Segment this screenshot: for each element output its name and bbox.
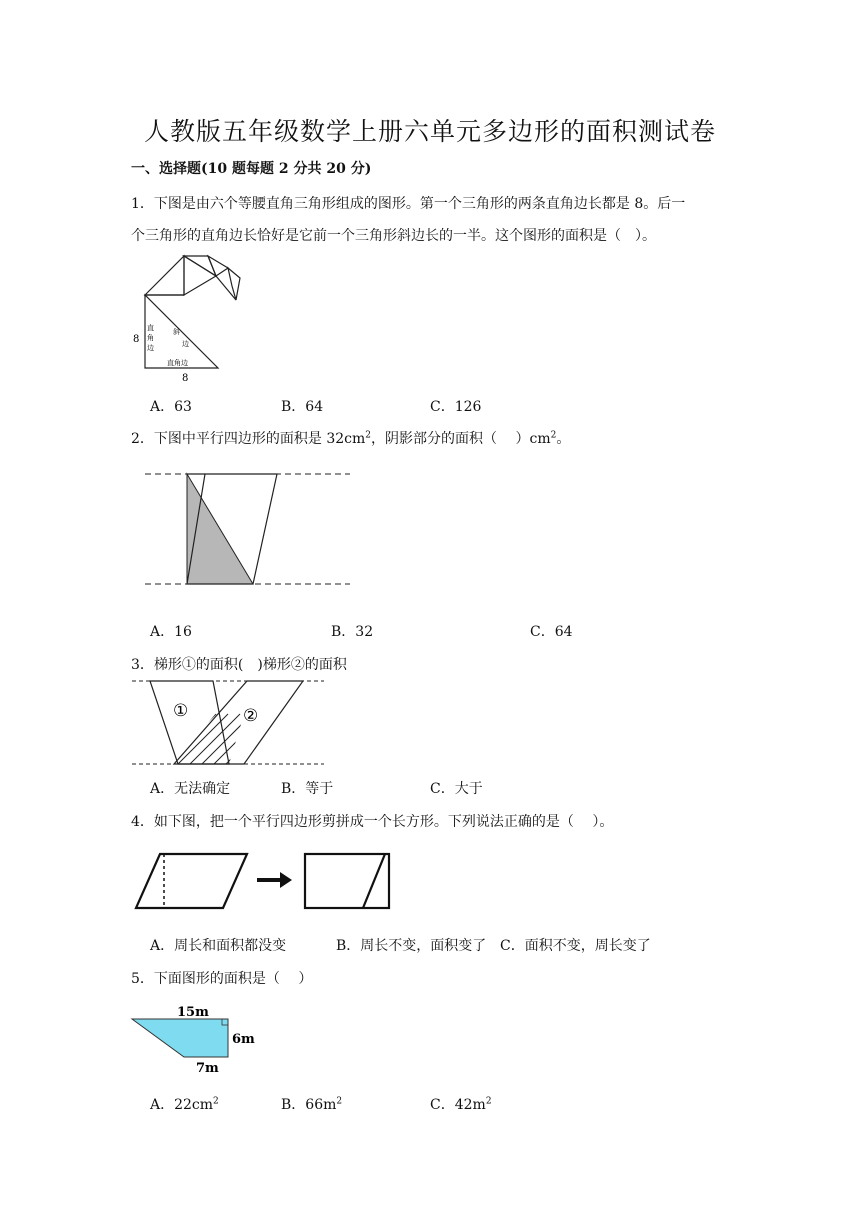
q3-label-1: ① <box>173 701 189 721</box>
q3-trapezoid-2 <box>174 681 303 764</box>
q4-parallelogram <box>136 854 247 908</box>
q2-figure <box>140 465 360 595</box>
q1-triangle-3 <box>184 256 216 295</box>
q1-label-bottom-num: 8 <box>182 373 189 384</box>
q1-triangle-1 <box>145 295 218 368</box>
page-title: 人教版五年级数学上册六单元多边形的面积测试卷 <box>143 117 716 146</box>
q4-option-b: B．周长不变，面积变了 <box>336 938 487 954</box>
q4-figure <box>130 850 395 912</box>
q1-label-left-text-3: 边 <box>147 344 154 352</box>
q3-option-b: B．等于 <box>281 781 334 797</box>
q1-label-left-num: 8 <box>133 334 140 345</box>
q5-label-top: 15m <box>177 1005 209 1020</box>
q5-label-bottom: 7m <box>196 1061 219 1076</box>
q4-text: 4．如下图，把一个平行四边形剪拼成一个长方形。下列说法正确的是（ ）。 <box>131 814 614 830</box>
q4-option-a: A．周长和面积都没变 <box>150 938 287 954</box>
q5-trapezoid <box>132 1019 228 1057</box>
q3-label-2: ② <box>243 706 259 726</box>
q4-arrow-icon <box>257 872 292 888</box>
q1-option-c: C．126 <box>430 399 482 415</box>
section-heading: 一、选择题(10 题每题 2 分共 20 分) <box>131 161 372 177</box>
q4-option-c: C．面积不变，周长变了 <box>500 938 651 954</box>
q5-text: 5．下面图形的面积是（ ） <box>131 971 313 987</box>
q2-text: 2．下图中平行四边形的面积是 $32cm^2$，阴影部分的面积（ ）$cm^2$。 <box>131 430 571 447</box>
q1-triangle-4 <box>184 256 216 276</box>
q3-trapezoid-1 <box>150 681 229 764</box>
q5-label-right: 6m <box>232 1032 255 1047</box>
q2-shaded-triangle <box>187 474 253 584</box>
q1-label-left-text-2: 角 <box>147 334 154 342</box>
q2-option-b: B．32 <box>331 624 374 640</box>
q1-label-hyp-2: 边 <box>182 340 189 348</box>
q1-option-b: B．64 <box>281 399 324 415</box>
q5-figure <box>128 1000 263 1080</box>
q4-rectangle <box>305 854 389 908</box>
q1-label-left-text-1: 直 <box>147 324 154 332</box>
q3-option-c: C．大于 <box>430 781 483 797</box>
q3-figure <box>128 676 328 771</box>
q5-option-b: B．$66m^2$ <box>281 1096 343 1113</box>
q1-triangle-6 <box>228 268 240 300</box>
q3-text: 3．梯形①的面积( )梯形②的面积 <box>131 657 347 673</box>
q1-text-line1: 1．下图是由六个等腰直角三角形组成的图形。第一个三角形的两条直角边长都是 8。后一 <box>131 196 686 212</box>
q2-option-c: C．64 <box>530 624 573 640</box>
q5-option-c: C．$42m^2$ <box>430 1096 492 1113</box>
q1-text-line2: 个三角形的直角边长恰好是它前一个三角形斜边长的一半。这个图形的面积是（ ）。 <box>131 228 656 244</box>
q1-option-a: A．63 <box>150 399 192 415</box>
q1-label-bottom-text: 直角边 <box>167 359 188 367</box>
q1-triangle-2 <box>145 256 184 295</box>
q1-figure <box>130 250 260 385</box>
q1-label-hyp-1: 斜 <box>173 328 180 336</box>
q3-option-a: A．无法确定 <box>150 781 231 797</box>
q5-option-a: A．$22cm^2$ <box>150 1096 219 1113</box>
q2-option-a: A．16 <box>150 624 192 640</box>
